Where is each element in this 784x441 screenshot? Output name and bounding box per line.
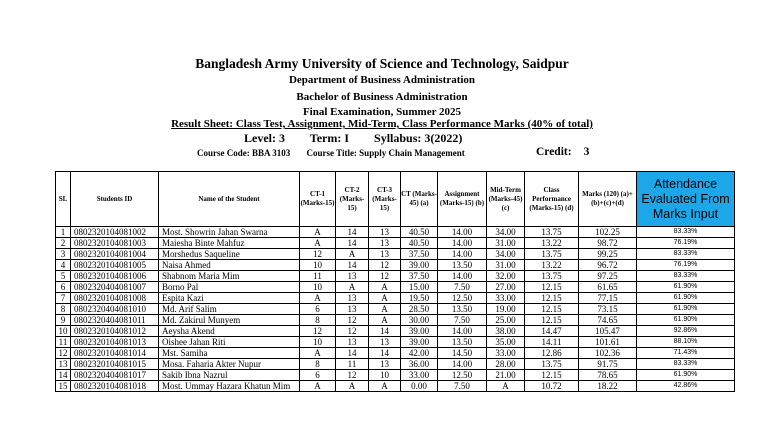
cell-mid-term: 35.00 bbox=[487, 337, 525, 348]
table-row bbox=[56, 326, 735, 337]
cell-mid-term: 27.00 bbox=[487, 282, 525, 293]
cell-total-marks: 78.65 bbox=[579, 370, 637, 381]
cell-ct-total: 40.50 bbox=[401, 227, 438, 238]
cell-student-name: Mst. Samiha bbox=[159, 348, 300, 359]
cell-assignment: 7.50 bbox=[438, 381, 487, 392]
cell-sl: 9 bbox=[56, 315, 71, 326]
cell-student-name: Oishee Jahan Riti bbox=[159, 337, 300, 348]
cell-ct2: A bbox=[336, 381, 369, 392]
cell-student-name: Mosa. Faharia Akter Nupur bbox=[159, 359, 300, 370]
table-row bbox=[56, 359, 735, 370]
cell-total-marks: 61.65 bbox=[579, 282, 637, 293]
cell-attendance: 61.90% bbox=[637, 293, 735, 304]
cell-assignment: 13.50 bbox=[438, 260, 487, 271]
cell-sl: 8 bbox=[56, 304, 71, 315]
cell-attendance: 92.86% bbox=[637, 326, 735, 337]
cell-assignment: 12.50 bbox=[438, 293, 487, 304]
cell-sl: 11 bbox=[56, 337, 71, 348]
cell-mid-term: 25.00 bbox=[487, 315, 525, 326]
table-row bbox=[56, 315, 735, 326]
cell-total-marks: 98.72 bbox=[579, 238, 637, 249]
cell-attendance: 61.90% bbox=[637, 304, 735, 315]
cell-ct-total: 37.50 bbox=[401, 249, 438, 260]
cell-sl: 4 bbox=[56, 260, 71, 271]
cell-class-performance: 13.75 bbox=[525, 249, 579, 260]
cell-ct-total: 40.50 bbox=[401, 238, 438, 249]
cell-student-name: Most. Showrin Jahan Swarna bbox=[159, 227, 300, 238]
cell-ct2: A bbox=[336, 249, 369, 260]
cell-student-id: 0802320104081013 bbox=[71, 337, 159, 348]
table-row bbox=[56, 249, 735, 260]
table-row bbox=[56, 227, 735, 238]
cell-mid-term: A bbox=[487, 381, 525, 392]
cell-ct2: 13 bbox=[336, 271, 369, 282]
cell-ct-total: 19.50 bbox=[401, 293, 438, 304]
cell-ct3: A bbox=[369, 304, 401, 315]
cell-sl: 3 bbox=[56, 249, 71, 260]
cell-class-performance: 12.15 bbox=[525, 293, 579, 304]
cell-attendance: 83.33% bbox=[637, 359, 735, 370]
cell-ct3: 10 bbox=[369, 370, 401, 381]
cell-student-id: 0802320404081017 bbox=[71, 370, 159, 381]
table-row bbox=[56, 260, 735, 271]
cell-mid-term: 19.00 bbox=[487, 304, 525, 315]
cell-ct1: 12 bbox=[300, 249, 336, 260]
cell-assignment: 14.00 bbox=[438, 227, 487, 238]
cell-ct3: 13 bbox=[369, 337, 401, 348]
term-label: Term: I bbox=[309, 131, 350, 145]
cell-mid-term: 33.00 bbox=[487, 348, 525, 359]
table-row bbox=[56, 370, 735, 381]
cell-ct-total: 33.00 bbox=[401, 370, 438, 381]
col-header-sl: SL bbox=[56, 172, 71, 227]
col-header-ct-total: CT (Marks-45) (a) bbox=[401, 172, 438, 227]
cell-total-marks: 102.36 bbox=[579, 348, 637, 359]
col-header-attendance: Attendance Evaluated From Marks Input bbox=[637, 172, 735, 227]
cell-attendance: 88.10% bbox=[637, 337, 735, 348]
cell-ct1: 11 bbox=[300, 271, 336, 282]
cell-ct3: A bbox=[369, 381, 401, 392]
cell-ct1: A bbox=[300, 227, 336, 238]
col-header-class-performance: Class Performance (Marks-15) (d) bbox=[525, 172, 579, 227]
cell-student-id: 0802320104081018 bbox=[71, 381, 159, 392]
cell-total-marks: 99.25 bbox=[579, 249, 637, 260]
cell-ct3: A bbox=[369, 315, 401, 326]
cell-sl: 13 bbox=[56, 359, 71, 370]
cell-student-id: 0802320104081012 bbox=[71, 326, 159, 337]
cell-ct1: A bbox=[300, 293, 336, 304]
cell-ct-total: 42.00 bbox=[401, 348, 438, 359]
table-row bbox=[56, 293, 735, 304]
cell-assignment: 7.50 bbox=[438, 315, 487, 326]
cell-student-name: Naisa Ahmed bbox=[159, 260, 300, 271]
cell-student-name: Aeysha Akend bbox=[159, 326, 300, 337]
cell-mid-term: 31.00 bbox=[487, 260, 525, 271]
col-header-total-marks: Marks (120) (a)+(b)+(c)+(d) bbox=[579, 172, 637, 227]
table-row bbox=[56, 337, 735, 348]
cell-assignment: 13.50 bbox=[438, 304, 487, 315]
cell-total-marks: 91.75 bbox=[579, 359, 637, 370]
cell-ct1: A bbox=[300, 348, 336, 359]
cell-ct2: 14 bbox=[336, 227, 369, 238]
cell-ct2: 14 bbox=[336, 348, 369, 359]
cell-sl: 15 bbox=[56, 381, 71, 392]
cell-class-performance: 10.72 bbox=[525, 381, 579, 392]
result-table bbox=[55, 171, 735, 392]
cell-ct1: 12 bbox=[300, 326, 336, 337]
table-body bbox=[56, 227, 735, 392]
cell-attendance: 83.33% bbox=[637, 227, 735, 238]
cell-assignment: 14.00 bbox=[438, 326, 487, 337]
cell-ct3: 13 bbox=[369, 249, 401, 260]
cell-student-name: Morshedus Saqueline bbox=[159, 249, 300, 260]
cell-attendance: 71.43% bbox=[637, 348, 735, 359]
cell-total-marks: 97.25 bbox=[579, 271, 637, 282]
table-row bbox=[56, 304, 735, 315]
cell-ct3: 14 bbox=[369, 326, 401, 337]
level-term-line bbox=[244, 131, 484, 146]
col-header-ct1: CT-1 (Marks-15) bbox=[300, 172, 336, 227]
cell-class-performance: 12.15 bbox=[525, 370, 579, 381]
col-header-ct3: CT-3 (Marks-15) bbox=[369, 172, 401, 227]
cell-assignment: 14.00 bbox=[438, 271, 487, 282]
cell-ct2: 14 bbox=[336, 238, 369, 249]
cell-student-id: 0802320104081008 bbox=[71, 293, 159, 304]
cell-total-marks: 105.47 bbox=[579, 326, 637, 337]
cell-ct1: 8 bbox=[300, 315, 336, 326]
cell-ct1: 6 bbox=[300, 370, 336, 381]
cell-student-id: 0802320104081006 bbox=[71, 271, 159, 282]
cell-ct2: 14 bbox=[336, 260, 369, 271]
level-label: Level: 3 bbox=[244, 131, 285, 145]
cell-student-name: Espita Kazi bbox=[159, 293, 300, 304]
cell-assignment: 14.50 bbox=[438, 348, 487, 359]
cell-ct2: 13 bbox=[336, 293, 369, 304]
cell-mid-term: 28.00 bbox=[487, 359, 525, 370]
cell-student-id: 0802320104081004 bbox=[71, 249, 159, 260]
cell-student-name: Shabnom Maria Mim bbox=[159, 271, 300, 282]
cell-student-name: Maiesha Binte Mahfuz bbox=[159, 238, 300, 249]
cell-ct2: 13 bbox=[336, 337, 369, 348]
cell-student-name: Sakib Ibna Nazrul bbox=[159, 370, 300, 381]
cell-total-marks: 18.22 bbox=[579, 381, 637, 392]
credit-label: Credit: bbox=[536, 146, 572, 158]
course-code: Course Code: BBA 3103 bbox=[197, 148, 291, 158]
cell-attendance: 61.90% bbox=[637, 315, 735, 326]
department-title: Department of Business Administration bbox=[288, 74, 476, 86]
cell-student-id: 0802320104081003 bbox=[71, 238, 159, 249]
cell-total-marks: 74.65 bbox=[579, 315, 637, 326]
table-row bbox=[56, 381, 735, 392]
cell-sl: 12 bbox=[56, 348, 71, 359]
table-row bbox=[56, 348, 735, 359]
col-header-ct2: CT-2 (Marks-15) bbox=[336, 172, 369, 227]
cell-sl: 7 bbox=[56, 293, 71, 304]
cell-ct-total: 0.00 bbox=[401, 381, 438, 392]
cell-ct1: 6 bbox=[300, 304, 336, 315]
table-row bbox=[56, 282, 735, 293]
cell-class-performance: 13.22 bbox=[525, 238, 579, 249]
cell-ct-total: 39.00 bbox=[401, 260, 438, 271]
col-header-mid-term: Mid-Term (Marks-45) (c) bbox=[487, 172, 525, 227]
cell-mid-term: 34.00 bbox=[487, 227, 525, 238]
cell-sl: 14 bbox=[56, 370, 71, 381]
cell-student-id: 0802320104081002 bbox=[71, 227, 159, 238]
syllabus-label: Syllabus: 3(2022) bbox=[374, 131, 463, 145]
table-row bbox=[56, 238, 735, 249]
university-title: Bangladesh Army University of Science and Technology, Saidpur bbox=[195, 56, 569, 71]
cell-ct3: A bbox=[369, 293, 401, 304]
col-header-student-id: Students ID bbox=[71, 172, 159, 227]
cell-student-id: 0802320104081014 bbox=[71, 348, 159, 359]
cell-student-name: Borno Pal bbox=[159, 282, 300, 293]
cell-ct1: 10 bbox=[300, 337, 336, 348]
cell-attendance: 76.19% bbox=[637, 238, 735, 249]
cell-class-performance: 14.11 bbox=[525, 337, 579, 348]
cell-ct-total: 28.50 bbox=[401, 304, 438, 315]
cell-attendance: 76.19% bbox=[637, 260, 735, 271]
cell-ct1: A bbox=[300, 238, 336, 249]
cell-class-performance: 12.15 bbox=[525, 315, 579, 326]
table-header-row bbox=[56, 172, 735, 227]
cell-assignment: 13.50 bbox=[438, 337, 487, 348]
cell-ct-total: 30.00 bbox=[401, 315, 438, 326]
cell-ct3: 14 bbox=[369, 348, 401, 359]
cell-total-marks: 102.25 bbox=[579, 227, 637, 238]
cell-student-name: Md. Arif Salim bbox=[159, 304, 300, 315]
course-title: Course Title: Supply Chain Management bbox=[306, 148, 465, 158]
cell-attendance: 42.86% bbox=[637, 381, 735, 392]
cell-total-marks: 77.15 bbox=[579, 293, 637, 304]
cell-student-id: 0802320104081015 bbox=[71, 359, 159, 370]
course-line bbox=[197, 148, 479, 158]
cell-student-name: Most. Ummay Hazara Khatun Mim bbox=[159, 381, 300, 392]
cell-ct3: 12 bbox=[369, 260, 401, 271]
cell-mid-term: 31.00 bbox=[487, 238, 525, 249]
cell-class-performance: 12.86 bbox=[525, 348, 579, 359]
cell-assignment: 14.00 bbox=[438, 359, 487, 370]
cell-total-marks: 101.61 bbox=[579, 337, 637, 348]
cell-ct3: 13 bbox=[369, 359, 401, 370]
cell-sl: 10 bbox=[56, 326, 71, 337]
exam-title: Final Examination, Summer 2025 bbox=[302, 106, 462, 118]
cell-class-performance: 14.47 bbox=[525, 326, 579, 337]
cell-attendance: 61.90% bbox=[637, 282, 735, 293]
cell-assignment: 7.50 bbox=[438, 282, 487, 293]
cell-ct2: 13 bbox=[336, 304, 369, 315]
cell-mid-term: 21.00 bbox=[487, 370, 525, 381]
cell-attendance: 83.33% bbox=[637, 271, 735, 282]
cell-ct1: 10 bbox=[300, 260, 336, 271]
program-title: Bachelor of Business Administration bbox=[296, 91, 468, 103]
cell-class-performance: 13.22 bbox=[525, 260, 579, 271]
credit-value: 3 bbox=[583, 146, 590, 158]
cell-sl: 5 bbox=[56, 271, 71, 282]
cell-mid-term: 34.00 bbox=[487, 249, 525, 260]
cell-mid-term: 38.00 bbox=[487, 326, 525, 337]
cell-ct-total: 36.00 bbox=[401, 359, 438, 370]
cell-ct1: 8 bbox=[300, 359, 336, 370]
cell-class-performance: 13.75 bbox=[525, 359, 579, 370]
col-header-student-name: Name of the Student bbox=[159, 172, 300, 227]
cell-class-performance: 13.75 bbox=[525, 271, 579, 282]
cell-ct3: 13 bbox=[369, 227, 401, 238]
table-row bbox=[56, 271, 735, 282]
cell-student-id: 0802320404081011 bbox=[71, 315, 159, 326]
cell-ct3: A bbox=[369, 282, 401, 293]
cell-ct3: 13 bbox=[369, 238, 401, 249]
cell-student-id: 0802320104081005 bbox=[71, 260, 159, 271]
cell-sl: 1 bbox=[56, 227, 71, 238]
cell-assignment: 14.00 bbox=[438, 249, 487, 260]
cell-ct-total: 37.50 bbox=[401, 271, 438, 282]
credit-line bbox=[536, 146, 589, 158]
result-sheet-title: Result Sheet: Class Test, Assignment, Mid-Term, Class Performance Marks (40% of total) bbox=[171, 118, 593, 130]
cell-attendance: 61.90% bbox=[637, 370, 735, 381]
cell-ct2: A bbox=[336, 282, 369, 293]
cell-ct2: 12 bbox=[336, 315, 369, 326]
cell-ct2: 12 bbox=[336, 370, 369, 381]
cell-total-marks: 73.15 bbox=[579, 304, 637, 315]
cell-ct-total: 15.00 bbox=[401, 282, 438, 293]
cell-student-id: 0802320404081007 bbox=[71, 282, 159, 293]
cell-sl: 6 bbox=[56, 282, 71, 293]
cell-ct2: 12 bbox=[336, 326, 369, 337]
cell-student-name: Md. Zakirul Munyem bbox=[159, 315, 300, 326]
cell-ct-total: 39.00 bbox=[401, 326, 438, 337]
cell-student-id: 0802320404081010 bbox=[71, 304, 159, 315]
cell-mid-term: 32.00 bbox=[487, 271, 525, 282]
cell-mid-term: 33.00 bbox=[487, 293, 525, 304]
cell-class-performance: 12.15 bbox=[525, 304, 579, 315]
cell-class-performance: 13.75 bbox=[525, 227, 579, 238]
cell-ct-total: 39.00 bbox=[401, 337, 438, 348]
cell-ct1: 10 bbox=[300, 282, 336, 293]
col-header-assignment: Assignment (Marks-15) (b) bbox=[438, 172, 487, 227]
cell-attendance: 83.33% bbox=[637, 249, 735, 260]
cell-sl: 2 bbox=[56, 238, 71, 249]
cell-ct2: 11 bbox=[336, 359, 369, 370]
cell-assignment: 12.50 bbox=[438, 370, 487, 381]
cell-ct3: 12 bbox=[369, 271, 401, 282]
cell-total-marks: 96.72 bbox=[579, 260, 637, 271]
cell-assignment: 14.00 bbox=[438, 238, 487, 249]
cell-ct1: A bbox=[300, 381, 336, 392]
cell-class-performance: 12.15 bbox=[525, 282, 579, 293]
